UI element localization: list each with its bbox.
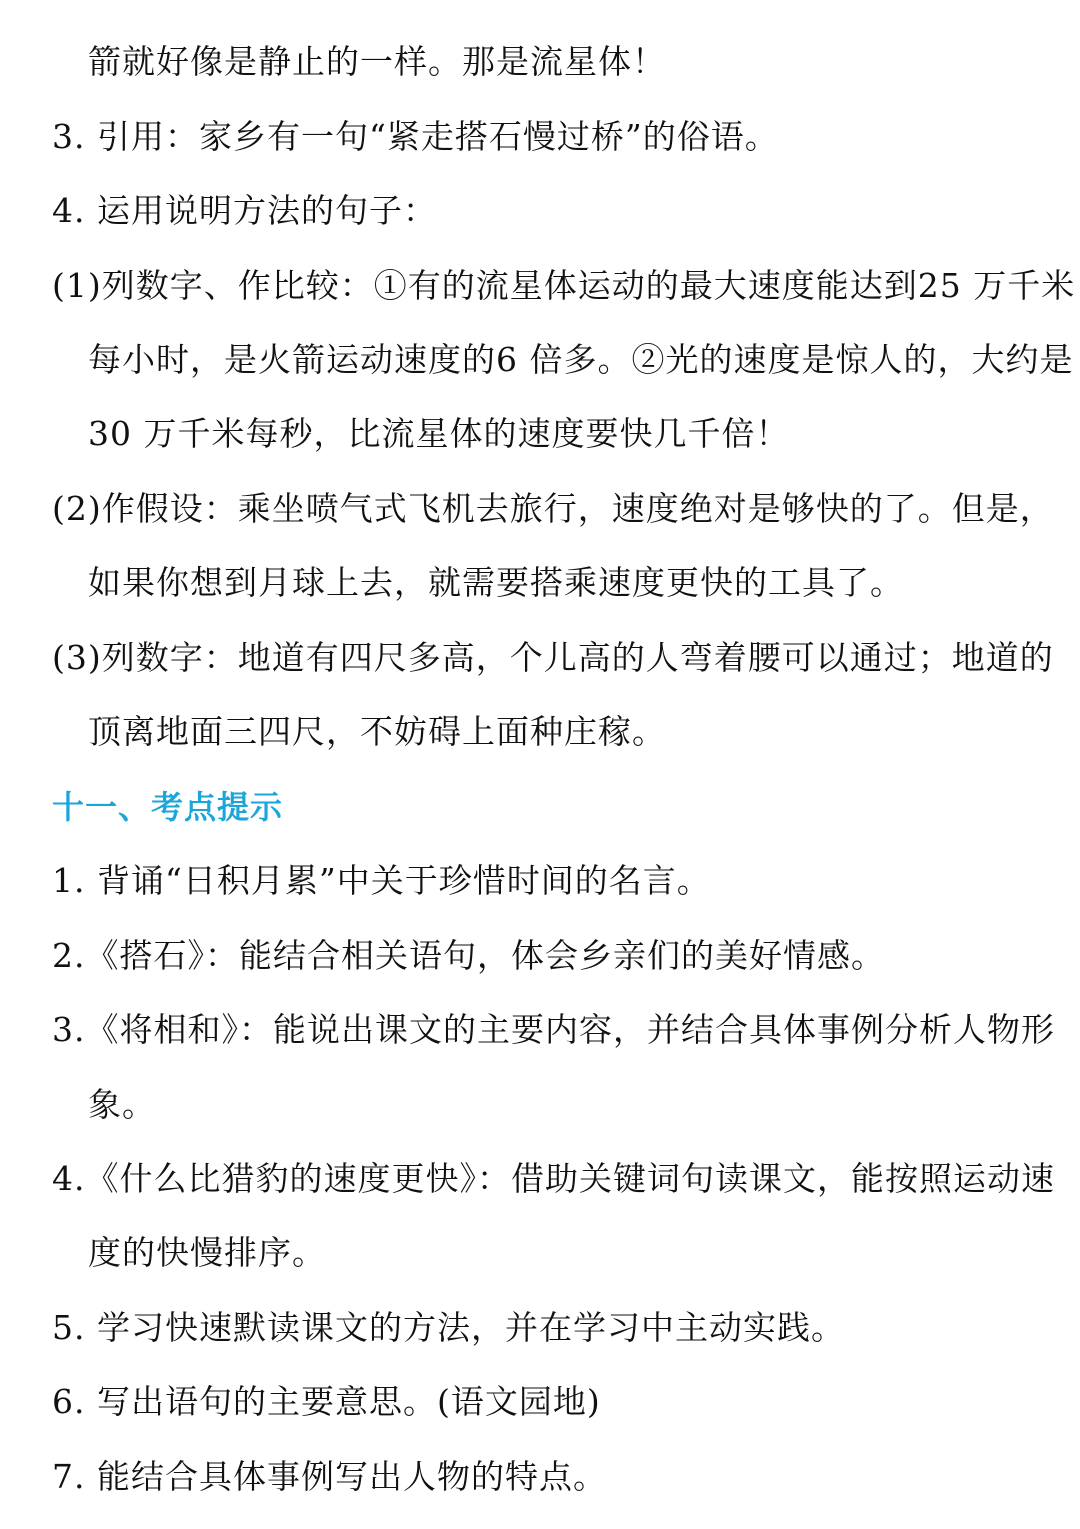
list-item: 6. 写出语句的主要意思。(语文园地)	[52, 1382, 601, 1421]
list-item-continuation: 度的快慢排序。	[88, 1233, 326, 1272]
list-item: 7. 能结合具体事例写出人物的特点。	[52, 1457, 607, 1496]
text-line: (3)列数字：地道有四尺多高，个儿高的人弯着腰可以通过；地道的	[52, 638, 1054, 677]
list-item-continuation: 象。	[88, 1085, 156, 1124]
list-item: 5. 学习快速默读课文的方法，并在学习中主动实践。	[52, 1308, 845, 1347]
text-line: 顶离地面三四尺，不妨碍上面种庄稼。	[88, 712, 666, 751]
text-line: 箭就好像是静止的一样。那是流星体！	[88, 42, 666, 81]
text-line: 3. 引用：家乡有一句“紧走搭石慢过桥”的俗语。	[52, 117, 779, 156]
text-line: 30 万千米每秒，比流星体的速度要快几千倍！	[88, 414, 790, 453]
text-line: (2)作假设：乘坐喷气式飞机去旅行，速度绝对是够快的了。但是，	[52, 489, 1054, 528]
section-heading: 十一、考点提示	[52, 788, 284, 826]
text-line: 如果你想到月球上去，就需要搭乘速度更快的工具了。	[88, 563, 904, 602]
list-item: 2.《搭石》：能结合相关语句，体会乡亲们的美好情感。	[52, 936, 885, 975]
text-line: (1)列数字、作比较：①有的流星体运动的最大速度能达到25 万千米	[52, 266, 1076, 305]
list-item: 3.《将相和》：能说出课文的主要内容，并结合具体事例分析人物形	[52, 1010, 1055, 1049]
text-line: 每小时，是火箭运动速度的6 倍多。②光的速度是惊人的，大约是	[88, 340, 1074, 379]
list-item: 4.《什么比猎豹的速度更快》：借助关键词句读课文，能按照运动速	[52, 1159, 1055, 1198]
text-line: 4. 运用说明方法的句子：	[52, 191, 437, 230]
list-item: 1. 背诵“日积月累”中关于珍惜时间的名言。	[52, 861, 711, 900]
